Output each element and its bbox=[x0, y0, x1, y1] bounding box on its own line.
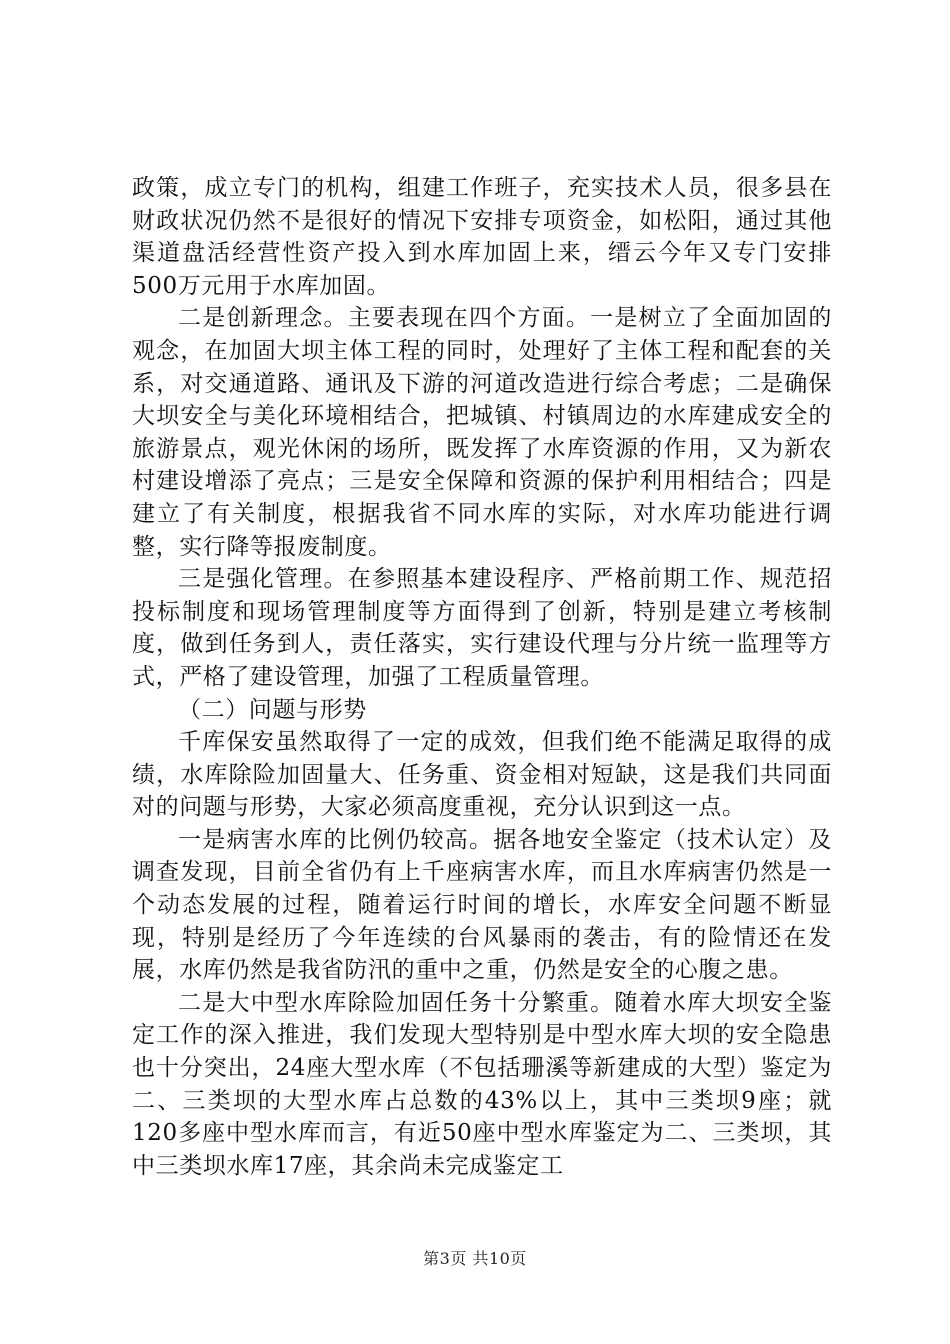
paragraph-innovation: 二是创新理念。主要表现在四个方面。一是树立了全面加固的观念，在加固大坝主体工程的同时，处理好了主体工程和配套的关系，对交通道路、通讯及下游的河道改造进行综合考虑；二是确保大坝安全与美化环境相结合，把城镇、村镇周边的水库建成安全的旅游景点，观光休闲的场所，既发挥了水库资源的作用，又为新农村建设增添了亮点；三是安全保障和资源的保护利用相结合；四是建立了有关制度，根据我省不同水库的实际，对水库功能进行调整，实行降等报废制度。 bbox=[132, 305, 832, 560]
paragraph-continuation: 政策，成立专门的机构，组建工作班子，充实技术人员，很多县在财政状况仍然不是很好的情况下安排专项资金，如松阳，通过其他渠道盘活经营性资产投入到水库加固上来，缙云今年又专门安排500万元用于水库加固。 bbox=[132, 175, 832, 299]
paragraph-situation: 千库保安虽然取得了一定的成效，但我们绝不能满足取得的成绩，水库除险加固量大、任务重、资金相对短缺，这是我们共同面对的问题与形势，大家必须高度重视，充分认识到这一点。 bbox=[132, 729, 832, 821]
paragraph-disease-ratio: 一是病害水库的比例仍较高。据各地安全鉴定（技术认定）及调查发现，目前全省仍有上千座病害水库，而且水库病害仍然是一个动态发展的过程，随着运行时间的增长，水库安全问题不断显现，特别是经历了今年连续的台风暴雨的袭击，有的险情还在发展，水库仍然是我省防汛的重中之重，仍然是安全的心腹之患。 bbox=[132, 826, 832, 984]
section-heading-problems: （二）问题与形势 bbox=[178, 696, 367, 723]
paragraph-reinforcement-task: 二是大中型水库除险加固任务十分繁重。随着水库大坝安全鉴定工作的深入推进，我们发现大型特别是中型水库大坝的安全隐患也十分突出，24座大型水库（不包括珊溪等新建成的大型）鉴定为二、三类坝的大型水库占总数的43%以上，其中三类坝9座；就120多座中型水库而言，有近50座中型水库鉴定为二、三类坝，其中三类坝水库17座，其余尚未完成鉴定工 bbox=[132, 989, 832, 1179]
paragraph-management: 三是强化管理。在参照基本建设程序、严格前期工作、规范招投标制度和现场管理制度等方面得到了创新，特别是建立考核制度，做到任务到人，责任落实，实行建设代理与分片统一监理等方式，严格了建设管理，加强了工程质量管理。 bbox=[132, 566, 832, 690]
document-body bbox=[132, 172, 832, 1182]
page-number-footer: 第3页 共10页 bbox=[423, 1249, 527, 1268]
